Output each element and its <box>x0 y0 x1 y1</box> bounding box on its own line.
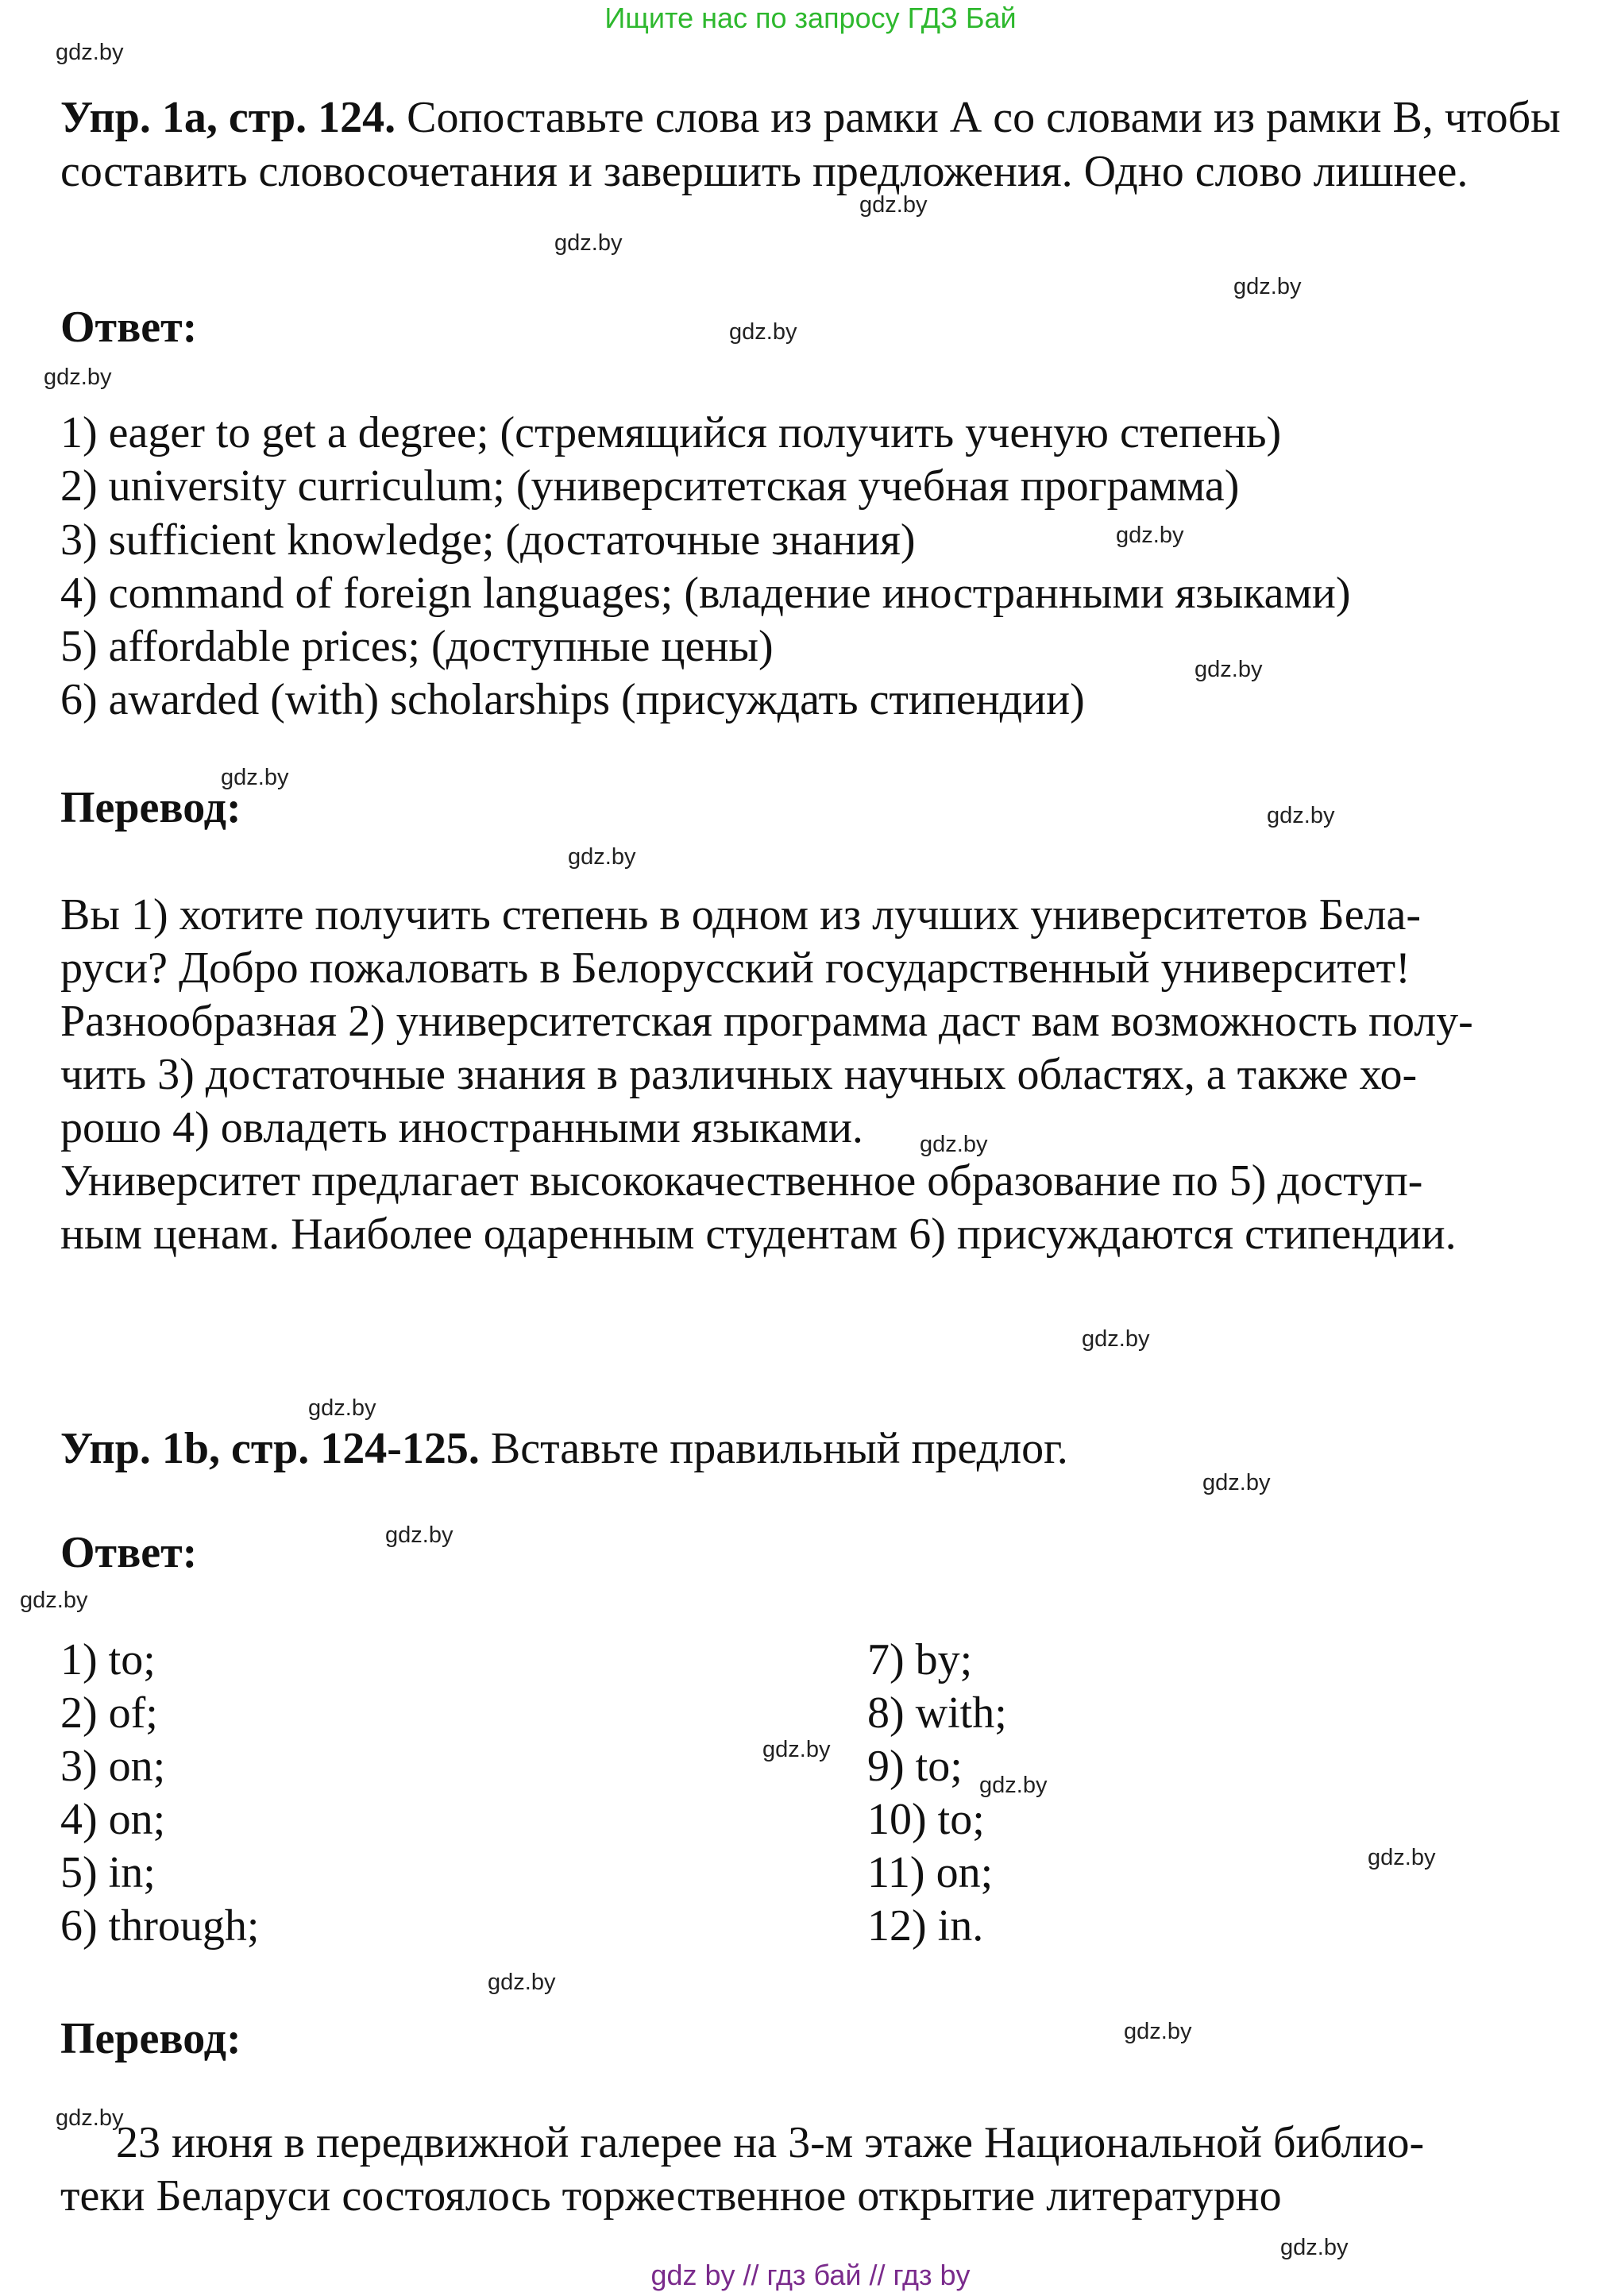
exercise-1a-text: Сопоставьте слова из рамки А со словами из рамки В, чтобы составить словосочетания и завершить предложения. Одно слово лишнее. <box>60 93 1561 196</box>
exercise-1a-task <box>60 91 1585 199</box>
translation-line: ным ценам. Наиболее одаренным студентам 6) присуждаются стипендии. <box>60 1210 1457 1259</box>
watermark: gdz.by <box>729 319 797 345</box>
watermark: gdz.by <box>1267 803 1335 828</box>
answer-left: 1) to; <box>60 1635 156 1684</box>
answer-left: 3) on; <box>60 1742 166 1791</box>
watermark: gdz.by <box>308 1395 376 1421</box>
exercise-1a-answer-heading: Ответ: <box>60 303 198 352</box>
answer-right: 8) with; <box>867 1688 1007 1738</box>
exercise-1b-translation-heading: Перевод: <box>60 2014 241 2063</box>
translation-line: Университет предлагает высококачественное образование по 5) доступ- <box>60 1156 1423 1206</box>
watermark: gdz.by <box>1368 1845 1436 1870</box>
exercise-1b-answer-heading: Ответ: <box>60 1528 198 1577</box>
translation-line: руси? Добро пожаловать в Белорусский государственный университет! <box>60 943 1411 993</box>
answer-right: 11) on; <box>867 1848 994 1897</box>
answer-left: 4) on; <box>60 1795 166 1844</box>
answer-left: 5) in; <box>60 1848 156 1897</box>
exercise-1b-text: Вставьте правильный предлог. <box>490 1424 1068 1473</box>
translation-line: Вы 1) хотите получить степень в одном из лучших университетов Бела- <box>60 890 1422 940</box>
exercise-1b-label: Упр. 1b, стр. 124-125. <box>60 1424 480 1473</box>
watermark: gdz.by <box>1280 2235 1349 2260</box>
watermark: gdz.by <box>56 40 124 65</box>
answer-line: 6) awarded (with) scholarships (присуждать стипендии) <box>60 675 1085 724</box>
answer-right: 7) by; <box>867 1635 973 1684</box>
watermark: gdz.by <box>1202 1470 1271 1495</box>
exercise-1a-translation-heading: Перевод: <box>60 783 241 832</box>
watermark: gdz.by <box>44 365 112 390</box>
watermark: gdz.by <box>1082 1326 1150 1352</box>
answer-line: 1) eager to get a degree; (стремящийся получить ученую степень) <box>60 408 1282 457</box>
watermark: gdz.by <box>1116 523 1184 548</box>
watermark: gdz.by <box>488 1970 556 1995</box>
watermark: gdz.by <box>568 844 636 870</box>
watermark: gdz.by <box>1124 2019 1192 2044</box>
watermark: gdz.by <box>20 1588 88 1613</box>
watermark: gdz.by <box>859 192 928 218</box>
watermark: gdz.by <box>385 1522 453 1548</box>
answer-line: 5) affordable prices; (доступные цены) <box>60 622 774 671</box>
answer-right: 12) in. <box>867 1901 984 1951</box>
exercise-1b-task <box>60 1422 1585 1476</box>
translation-line: чить 3) достаточные знания в различных научных областях, а также хо- <box>60 1050 1418 1099</box>
footer-links[interactable]: gdz by // гдз бай // гдз by <box>650 2259 971 2291</box>
watermark: gdz.by <box>1195 657 1263 682</box>
translation-line: рошо 4) овладеть иностранными языками. <box>60 1103 863 1152</box>
translation-line: теки Беларуси состоялось торжественное открытие литературно <box>60 2171 1282 2221</box>
answer-line: 2) university curriculum; (университетская учебная программа) <box>60 461 1240 511</box>
answer-left: 2) of; <box>60 1688 158 1738</box>
answer-right: 9) to; <box>867 1742 963 1791</box>
translation-line: 23 июня в передвижной галерее на 3-м этаже Национальной библио- <box>116 2118 1425 2167</box>
translation-line: Разнообразная 2) университетская программа даст вам возможность полу- <box>60 997 1473 1046</box>
watermark: gdz.by <box>56 2105 124 2131</box>
top-banner: Ищите нас по запросу ГДЗ Бай <box>604 2 1017 34</box>
watermark: gdz.by <box>920 1132 988 1157</box>
answer-right: 10) to; <box>867 1795 985 1844</box>
exercise-1a-label: Упр. 1a, стр. 124. <box>60 93 396 142</box>
watermark: gdz.by <box>554 230 623 256</box>
answer-line: 4) command of foreign languages; (владение иностранными языками) <box>60 569 1351 618</box>
answer-left: 6) through; <box>60 1901 260 1951</box>
answer-line: 3) sufficient knowledge; (достаточные знания) <box>60 515 916 565</box>
watermark: gdz.by <box>762 1737 831 1762</box>
watermark: gdz.by <box>221 765 289 790</box>
watermark: gdz.by <box>1233 274 1302 299</box>
watermark: gdz.by <box>979 1773 1048 1798</box>
